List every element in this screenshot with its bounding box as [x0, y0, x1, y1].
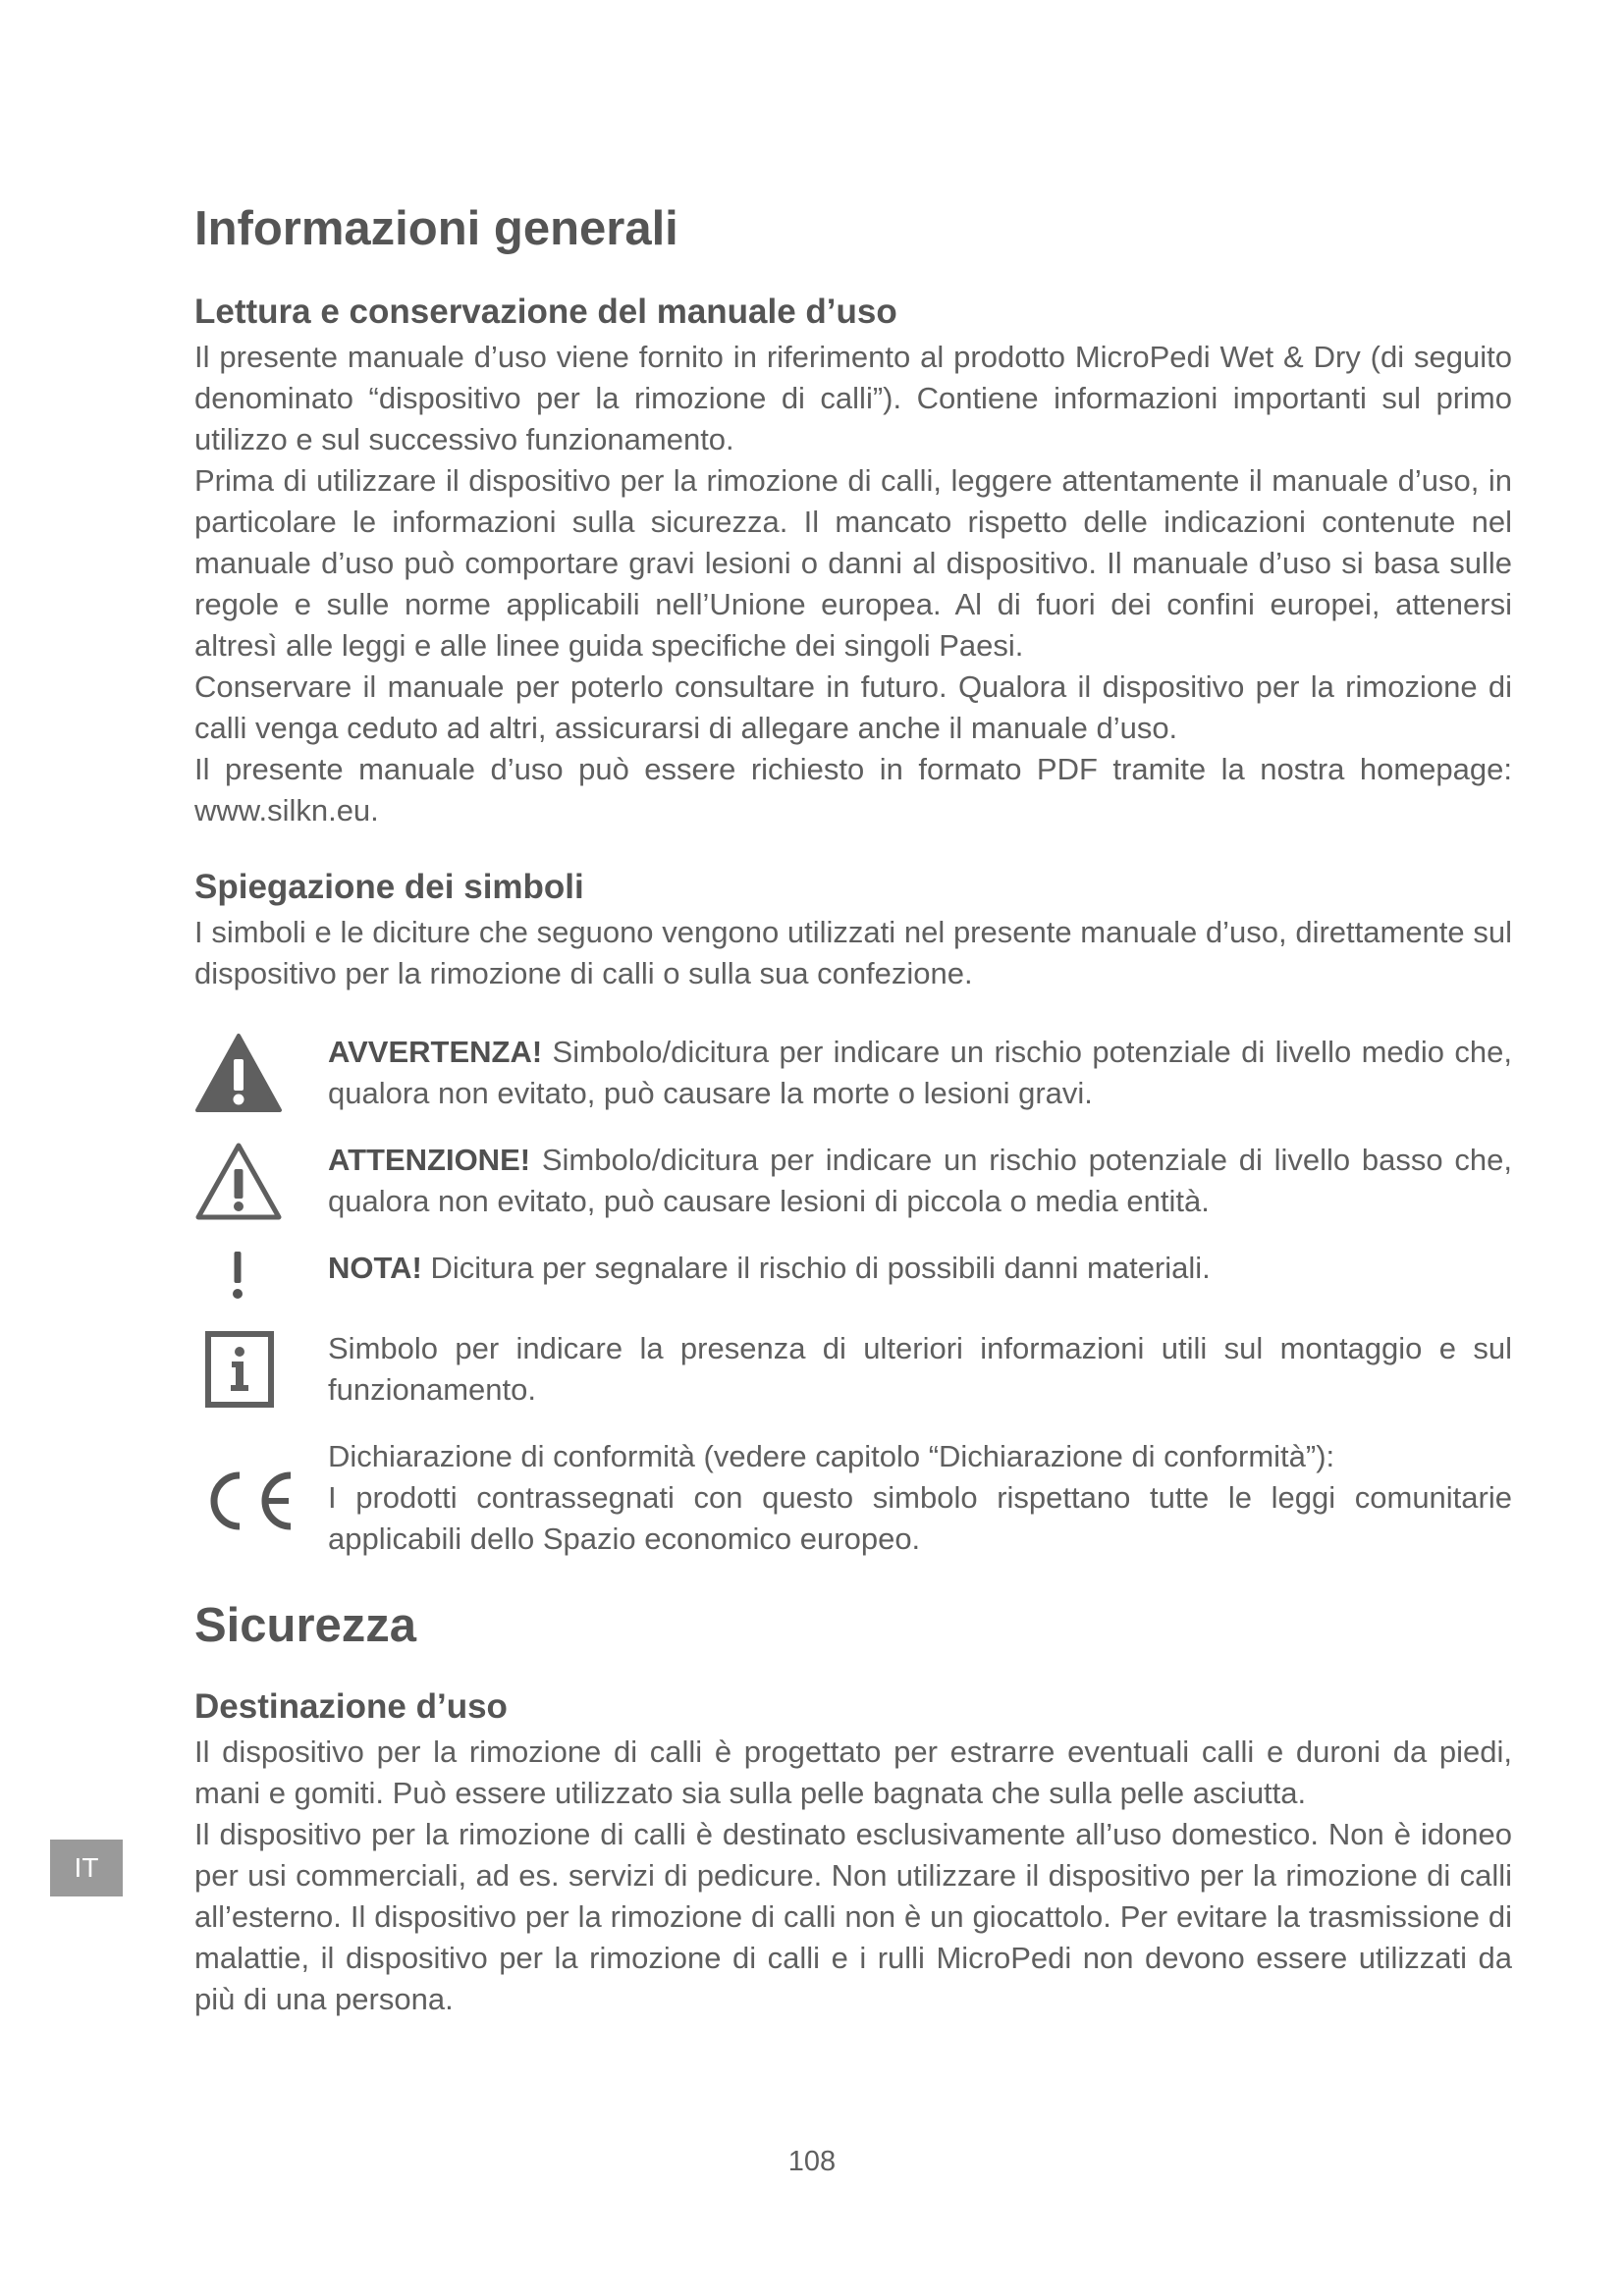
paragraph-symbols-intro: I simboli e le diciture che seguono vengono utilizzati nel presente manuale d’uso, direttamente sul dispositivo per la rimozione di calli o sulla sua confezione.: [194, 914, 1512, 990]
section-title-safety: Sicurezza: [194, 1598, 417, 1652]
symbol-label-note: NOTA!: [328, 1250, 422, 1285]
symbol-row-warning: [194, 1032, 1512, 1114]
symbol-label-warning: AVVERTENZA!: [328, 1034, 543, 1069]
page-content: [194, 200, 1512, 2020]
section-title-general: Informazioni generali: [194, 202, 678, 255]
paragraph-intended-use-1: Il dispositivo per la rimozione di calli è progettato per estrarre eventuali calli e duroni da piedi, mani e gomiti. Può essere utilizzato sia sulla pelle bagnata che sulla pelle asciutta.: [194, 1734, 1512, 1810]
symbol-label-caution: ATTENZIONE!: [328, 1142, 531, 1177]
ce-conformity-text: I prodotti contrassegnati con questo simbolo rispettano tutte le leggi comunitarie applicabili dello Spazio economico europeo.: [328, 1479, 1512, 1556]
paragraph-intended-use-2: Il dispositivo per la rimozione di calli è destinato esclusivamente all’uso domestico. Non è idoneo per usi commerciali, ad es. servizi di pedicure. Non utilizzare il dispositivo per la rimozione di calli all’esterno. Il dispositivo per la rimozione di calli non è un giocattolo. Per evitare la trasmissione di malattie, il dispositivo per la rimozione di calli e i rulli MicroPedi non devono essere utilizzati da più di una persona.: [194, 1816, 1512, 2016]
warning-filled-triangle-icon: [194, 1032, 328, 1114]
symbol-row-note: [194, 1248, 1512, 1303]
symbol-row-caution: [194, 1140, 1512, 1222]
info-box-icon: [194, 1328, 328, 1411]
subheading-reading-storage: Lettura e conservazione del manuale d’uso: [194, 292, 897, 331]
symbol-row-info: [194, 1328, 1512, 1411]
symbol-row-ce: [194, 1436, 1512, 1560]
subheading-intended-use: Destinazione d’uso: [194, 1686, 508, 1726]
paragraph-reading-1: Il presente manuale d’uso viene fornito in riferimento al prodotto MicroPedi Wet & Dry (di seguito denominato “dispositivo per la rimozione di calli”). Contiene informazioni importanti sul primo utilizzo e sul successivo funzionamento.: [194, 339, 1512, 456]
symbol-description-note: NOTA! Dicitura per segnalare il rischio di possibili danni materiali.: [328, 1250, 1211, 1285]
symbol-description-ce: [328, 1436, 1512, 1560]
caution-outline-triangle-icon: [194, 1140, 328, 1222]
paragraph-reading-2: Prima di utilizzare il dispositivo per la rimozione di calli, leggere attentamente il manuale d’uso, in particolare le informazioni sulla sicurezza. Il mancato rispetto delle indicazioni contenute nel manuale d’uso può comportare gravi lesioni o danni al dispositivo. Il manuale d’uso si basa sulle regole e sulle norme applicabili nell’Unione europea. Al di fuori dei confini europei, attenersi altresì alle leggi e alle linee guida specifiche dei singoli Paesi.: [194, 462, 1512, 663]
symbol-description-warning: AVVERTENZA! Simbolo/dicitura per indicare un rischio potenziale di livello medio che, qualora non evitato, può causare la morte o lesioni gravi.: [328, 1034, 1512, 1110]
ce-mark-icon: [194, 1436, 328, 1534]
subheading-symbols: Spiegazione dei simboli: [194, 867, 584, 906]
exclamation-icon: [194, 1248, 328, 1303]
paragraph-reading-4: Il presente manuale d’uso può essere richiesto in formato PDF tramite la nostra homepage: www.silkn.eu.: [194, 751, 1512, 828]
symbol-list: [194, 1032, 1512, 1560]
page-number: 108: [787, 2146, 837, 2177]
symbol-description-info: Simbolo per indicare la presenza di ulteriori informazioni utili sul montaggio e sul funzionamento.: [328, 1330, 1512, 1407]
ce-declaration-line: Dichiarazione di conformità (vedere capitolo “Dichiarazione di conformità”):: [328, 1438, 1335, 1473]
paragraph-reading-3: Conservare il manuale per poterlo consultare in futuro. Qualora il dispositivo per la rimozione di calli venga ceduto ad altri, assicurarsi di allegare anche il manuale d’uso.: [194, 668, 1512, 745]
symbol-description-caution: ATTENZIONE! Simbolo/dicitura per indicare un rischio potenziale di livello basso che, qualora non evitato, può causare lesioni di piccola o media entità.: [328, 1142, 1512, 1218]
language-tab: IT: [50, 1840, 123, 1896]
